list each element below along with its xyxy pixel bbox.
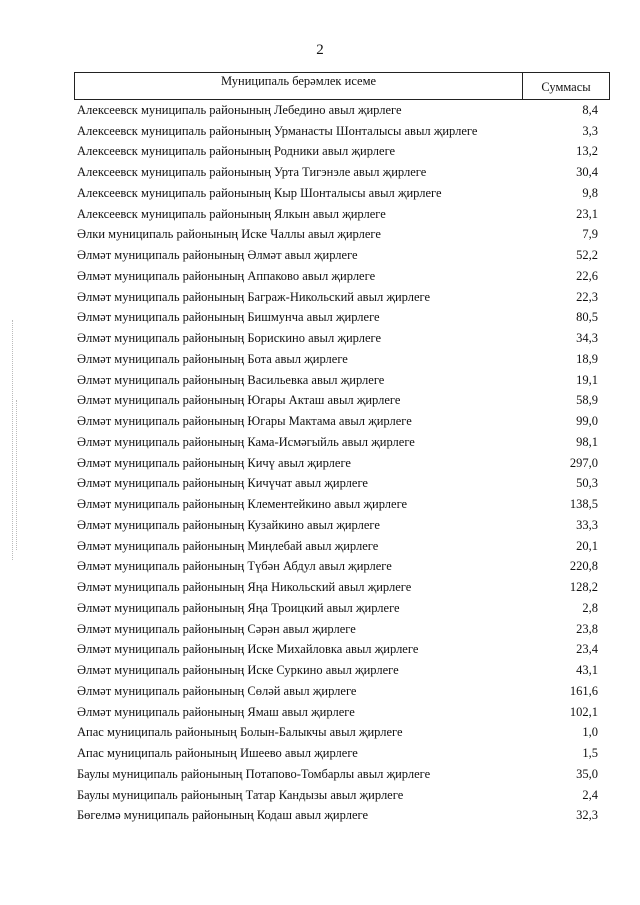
municipality-name: Алексеевск муниципаль районының Урта Тигэнэле авыл җирлеге [77, 165, 427, 180]
municipality-name: Алексеевск муниципаль районының Ялкын авыл җирлеге [77, 206, 386, 221]
amount-value: 52,2 [576, 248, 598, 263]
municipality-name: Әлмәт муниципаль районының Сәрән авыл җирлеге [77, 621, 356, 636]
amount-value: 18,9 [576, 351, 598, 366]
amount-value: 58,9 [576, 393, 598, 408]
amount-value: 35,0 [576, 766, 598, 781]
table-row [77, 308, 598, 329]
table-row [77, 432, 598, 453]
municipality-name: Баулы муниципаль районының Потапово-Томбарлы авыл җирлеге [77, 766, 431, 781]
municipality-name: Әлмәт муниципаль районының Әлмәт авыл җирлеге [77, 248, 358, 263]
municipality-name: Алексеевск муниципаль районының Кыр Шонталысы авыл җирлеге [77, 185, 442, 200]
amount-value: 220,8 [569, 559, 598, 574]
amount-value: 138,5 [569, 497, 598, 512]
table-row [77, 660, 598, 681]
amount-value: 98,1 [576, 434, 598, 449]
amount-value: 9,8 [582, 185, 598, 200]
municipality-name: Бөгелмә муниципаль районының Кодаш авыл җирлеге [77, 808, 368, 823]
municipality-name: Әлмәт муниципаль районының Кузайкино авыл җирлеге [77, 517, 380, 532]
table-row [77, 702, 598, 723]
table-row [77, 494, 598, 515]
amount-value: 19,1 [576, 372, 598, 387]
municipality-name: Әлмәт муниципаль районының Кичүчат авыл җирлеге [77, 476, 368, 491]
municipality-name: Әлмәт муниципаль районының Ямаш авыл җирлеге [77, 704, 355, 719]
municipality-name: Әлки муниципаль районының Иске Чаллы авыл җирлеге [77, 227, 381, 242]
amount-value: 7,9 [582, 227, 598, 242]
amount-value: 99,0 [576, 414, 598, 429]
amount-value: 34,3 [576, 331, 598, 346]
table-row [77, 370, 598, 391]
amount-value: 1,5 [582, 746, 598, 761]
municipality-name: Әлмәт муниципаль районының Васильевка авыл җирлеге [77, 372, 385, 387]
municipality-name: Әлмәт муниципаль районының Миңлебай авыл җирлеге [77, 538, 379, 553]
table-row [77, 681, 598, 702]
table-row [77, 204, 598, 225]
municipality-name: Әлмәт муниципаль районының Иске Суркино авыл җирлеге [77, 663, 399, 678]
header-sum: Суммасы [541, 80, 591, 94]
municipality-name: Апас муниципаль районының Болын-Балыкчы авыл җирлеге [77, 725, 403, 740]
table-row [77, 391, 598, 412]
municipality-name: Алексеевск муниципаль районының Урманасты Шонталысы авыл җирлеге [77, 123, 478, 138]
amount-value: 32,3 [576, 808, 598, 823]
table-row [77, 515, 598, 536]
table-row [77, 785, 598, 806]
municipality-name: Әлмәт муниципаль районының Югары Мактама авыл җирлеге [77, 414, 412, 429]
amount-value: 3,3 [582, 123, 598, 138]
table-row [77, 162, 598, 183]
municipality-name: Әлмәт муниципаль районының Иске Михайловка авыл җирлеге [77, 642, 419, 657]
table-row [77, 225, 598, 246]
municipality-name: Алексеевск муниципаль районының Лебедино авыл җирлеге [77, 102, 402, 117]
table-body [77, 100, 598, 826]
table-row [77, 474, 598, 495]
amount-value: 161,6 [569, 683, 598, 698]
amount-value: 23,4 [576, 642, 598, 657]
municipality-name: Әлмәт муниципаль районының Баграж-Никольский авыл җирлеге [77, 289, 431, 304]
table-row [77, 183, 598, 204]
amount-value: 43,1 [576, 663, 598, 678]
table-row [77, 577, 598, 598]
municipality-name: Әлмәт муниципаль районының Борискино авыл җирлеге [77, 331, 382, 346]
amount-value: 13,2 [576, 144, 598, 159]
municipality-name: Әлмәт муниципаль районының Кама-Исмәгыйль авыл җирлеге [77, 434, 415, 449]
amount-value: 50,3 [576, 476, 598, 491]
amount-value: 102,1 [569, 704, 598, 719]
table-row [77, 723, 598, 744]
municipality-name: Әлмәт муниципаль районының Аппаково авыл җирлеге [77, 268, 376, 283]
header-municipality-name: Муниципаль берәмлек исеме [75, 73, 523, 99]
amount-value: 23,1 [576, 206, 598, 221]
municipality-name: Әлмәт муниципаль районының Сөләй авыл җирлеге [77, 683, 357, 698]
amount-value: 1,0 [582, 725, 598, 740]
municipality-name: Баулы муниципаль районының Татар Кандызы авыл җирлеге [77, 787, 404, 802]
table-row [77, 266, 598, 287]
table-row [77, 764, 598, 785]
table-row [77, 598, 598, 619]
municipality-name: Алексеевск муниципаль районының Родники авыл җирлеге [77, 144, 396, 159]
municipality-name: Әлмәт муниципаль районының Бишмунча авыл җирлеге [77, 310, 380, 325]
amount-value: 33,3 [576, 517, 598, 532]
table-row [77, 121, 598, 142]
amount-value: 30,4 [576, 165, 598, 180]
municipality-name: Әлмәт муниципаль районының Яңа Троицкий авыл җирлеге [77, 600, 400, 615]
amount-value: 23,8 [576, 621, 598, 636]
table-row [77, 100, 598, 121]
scan-margin-marks [16, 400, 18, 550]
table-row [77, 619, 598, 640]
table-header [74, 72, 610, 100]
municipality-name: Әлмәт муниципаль районының Түбән Абдул авыл җирлеге [77, 559, 392, 574]
municipality-name: Әлмәт муниципаль районының Кичү авыл җирлеге [77, 455, 351, 470]
municipality-name: Әлмәт муниципаль районының Яңа Никольский авыл җирлеге [77, 580, 412, 595]
page-number: 2 [316, 42, 324, 58]
table-row [77, 287, 598, 308]
scan-margin-marks [12, 320, 14, 560]
amount-value: 297,0 [569, 455, 598, 470]
table-row [77, 806, 598, 827]
table-row [77, 328, 598, 349]
table-row [77, 557, 598, 578]
amount-value: 22,3 [576, 289, 598, 304]
amount-value: 8,4 [582, 102, 598, 117]
table-row [77, 349, 598, 370]
amount-value: 20,1 [576, 538, 598, 553]
amount-value: 2,8 [582, 600, 598, 615]
amount-value: 80,5 [576, 310, 598, 325]
municipality-name: Апас муниципаль районының Ишеево авыл җирлеге [77, 746, 358, 761]
table-row [77, 536, 598, 557]
amount-value: 2,4 [582, 787, 598, 802]
municipality-name: Әлмәт муниципаль районының Югары Акташ авыл җирлеге [77, 393, 401, 408]
table-row [77, 142, 598, 163]
amount-value: 128,2 [569, 580, 598, 595]
table-row [77, 245, 598, 266]
table-row [77, 411, 598, 432]
municipality-name: Әлмәт муниципаль районының Бота авыл җирлеге [77, 351, 348, 366]
table-row [77, 453, 598, 474]
municipality-name: Әлмәт муниципаль районының Клементейкино авыл җирлеге [77, 497, 408, 512]
table-row [77, 743, 598, 764]
amount-value: 22,6 [576, 268, 598, 283]
table-row [77, 640, 598, 661]
